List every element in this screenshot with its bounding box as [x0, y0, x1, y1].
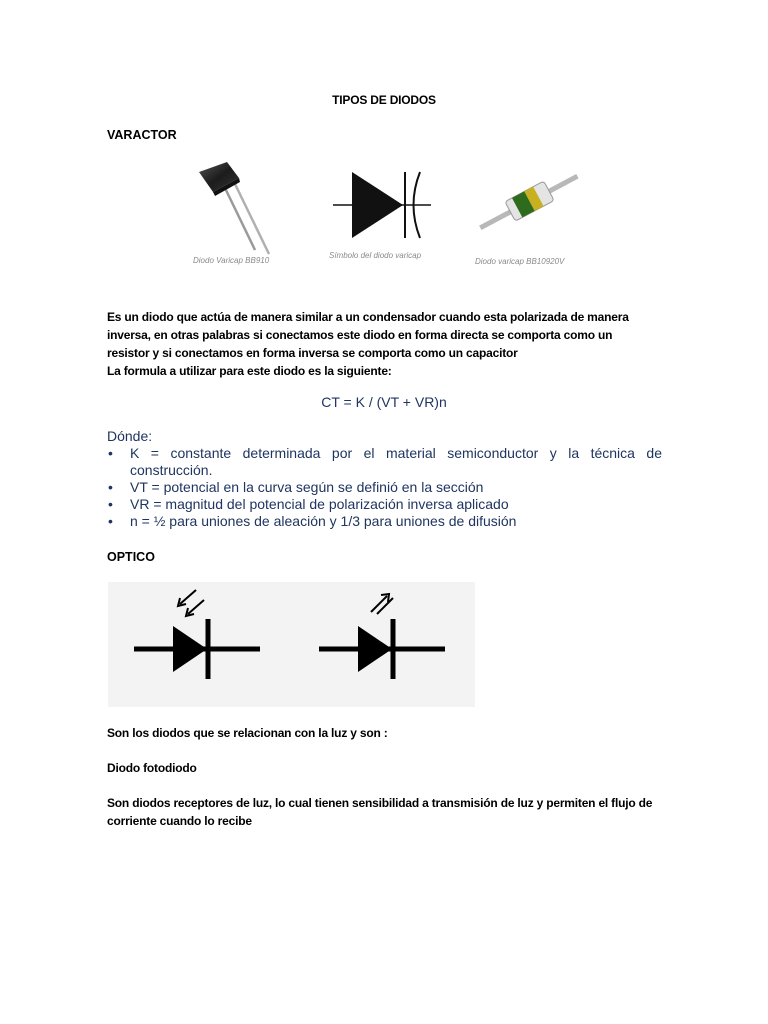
varactor-description-line: La formula a utilizar para este diodo es la siguiente:	[107, 364, 392, 378]
photodiode-symbol-icon	[128, 582, 278, 707]
varactor-description-line: inversa, en otras palabras si conectamos este diodo en forma directa se comporta como un	[107, 328, 613, 342]
list-item: • VT = potencial en la curva según se definió en la sección	[107, 479, 662, 496]
list-item: • n = ½ para uniones de aleación y 1/3 para uniones de difusión	[107, 513, 662, 530]
where-label: Dónde:	[107, 428, 153, 444]
varicap-component-image	[185, 158, 295, 270]
varactor-description	[107, 308, 667, 380]
varicap-axial-caption: Diodo varicap BB10920V	[475, 257, 565, 266]
varactor-formula: CT = K / (VT + VR)n	[321, 394, 447, 410]
optical-diodes-figure	[108, 582, 475, 707]
varicap-component-caption: Diodo Varicap BB910	[193, 256, 270, 265]
document-title: TIPOS DE DIODOS	[332, 93, 436, 107]
section-heading-optico: OPTICO	[107, 550, 155, 564]
varactor-description-line: Es un diodo que actúa de manera similar a un condensador cuando esta polarizada de manera	[107, 310, 629, 324]
led-symbol-icon	[313, 582, 463, 707]
photodiode-description	[107, 794, 667, 830]
photodiode-description-line: Son diodos receptores de luz, lo cual tienen sensibilidad a transmisión de luz y permiten el flujo de	[107, 796, 653, 810]
list-item: • VR = magnitud del potencial de polarización inversa aplicado	[107, 496, 662, 513]
optico-intro: Son los diodos que se relacionan con la luz y son :	[107, 726, 388, 740]
varicap-axial-photo-icon	[472, 162, 587, 242]
varactor-description-line: resistor y si conectamos en forma inversa se comporta como un capacitor	[107, 346, 518, 360]
varicap-symbol-image	[325, 162, 445, 267]
list-item: • K = constante determinada por el material semiconductor y la técnica de construcción.	[107, 445, 662, 479]
photodiode-description-line: corriente cuando lo recibe	[107, 814, 252, 828]
varicap-component-photo-icon	[185, 158, 295, 270]
photodiode-subheading: Diodo fotodiodo	[107, 761, 197, 775]
varicap-symbol-caption: Símbolo del diodo varicap	[329, 251, 422, 260]
varicap-axial-image	[472, 162, 587, 270]
varicap-symbol-icon	[325, 162, 445, 250]
section-heading-varactor: VARACTOR	[107, 128, 177, 142]
variable-definitions-list	[107, 445, 662, 530]
